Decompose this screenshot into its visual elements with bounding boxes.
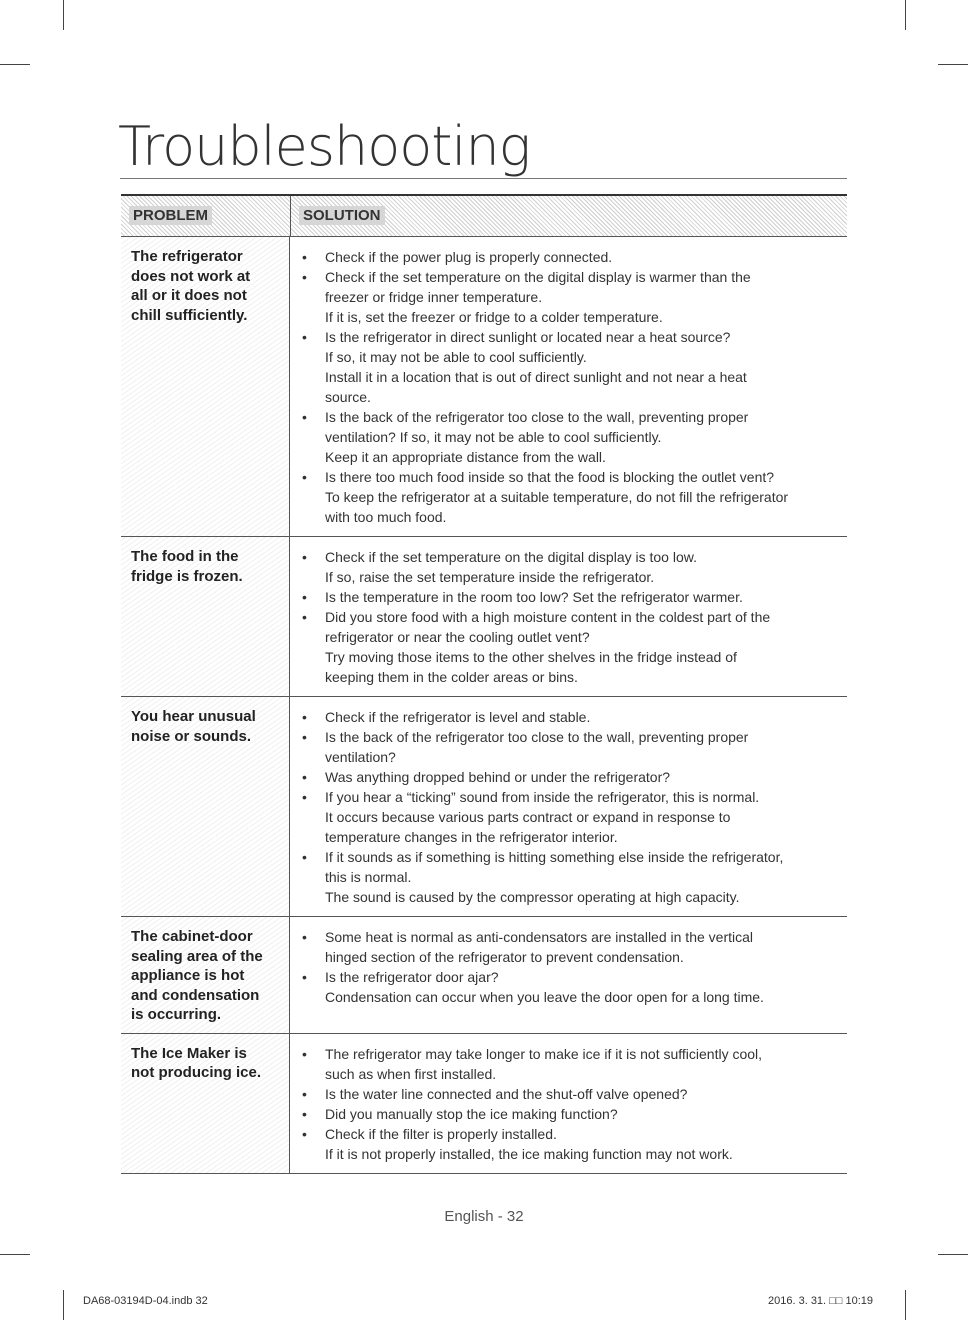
solution-line: ventilation? If so, it may not be able to cool sufficiently. bbox=[325, 429, 662, 445]
solution-line: Did you store food with a high moisture content in the coldest part of the bbox=[325, 609, 771, 625]
solution-line: If it sounds as if something is hitting something else inside the refrigerator, bbox=[325, 849, 784, 865]
solution-line: The sound is caused by the compressor operating at high capacity. bbox=[325, 889, 740, 905]
problem-cell bbox=[121, 537, 290, 696]
solution-lines bbox=[325, 407, 839, 467]
bullet-marker: • bbox=[302, 269, 307, 285]
solution-line: Is the refrigerator in direct sunlight or located near a heat source? bbox=[325, 329, 731, 345]
solution-line: Check if the set temperature on the digital display is too low. bbox=[325, 549, 697, 565]
solution-item bbox=[302, 547, 839, 587]
crop-mark bbox=[0, 64, 30, 65]
bullet-marker: • bbox=[302, 469, 307, 485]
problem-cell bbox=[121, 1034, 290, 1173]
solution-item bbox=[302, 767, 839, 787]
file-name: DA68-03194D-04.indb 32 bbox=[83, 1295, 208, 1307]
solution-line: temperature changes in the refrigerator interior. bbox=[325, 829, 618, 845]
solution-item bbox=[302, 1044, 839, 1084]
bullet-marker: • bbox=[302, 549, 307, 565]
solution-lines bbox=[325, 1084, 839, 1104]
solution-line: Check if the power plug is properly connected. bbox=[325, 249, 613, 265]
table-header bbox=[121, 194, 847, 236]
table-row bbox=[121, 536, 847, 696]
crop-mark bbox=[938, 1254, 968, 1255]
solution-line: Check if the filter is properly installed. bbox=[325, 1125, 557, 1142]
solution-line: with too much food. bbox=[325, 509, 447, 525]
solution-item bbox=[302, 1124, 839, 1164]
solution-item bbox=[302, 707, 839, 727]
table-body bbox=[121, 236, 847, 1174]
solution-lines bbox=[325, 467, 839, 527]
solution-lines bbox=[325, 847, 839, 907]
crop-mark bbox=[905, 0, 906, 30]
solution-item bbox=[302, 467, 839, 527]
solution-line: Is there too much food inside so that the food is blocking the outlet vent? bbox=[325, 469, 775, 485]
table-row bbox=[121, 696, 847, 916]
solution-line: this is normal. bbox=[325, 869, 412, 885]
bullet-marker: • bbox=[302, 729, 307, 745]
solution-cell bbox=[290, 537, 847, 696]
solution-lines bbox=[325, 607, 839, 687]
problem-text: The food in the fridge is frozen. bbox=[131, 548, 243, 585]
page-number: English - 32 bbox=[444, 1208, 524, 1225]
solution-line: Was anything dropped behind or under the refrigerator? bbox=[325, 769, 671, 785]
solution-line: Is the temperature in the room too low? Set the refrigerator warmer. bbox=[325, 589, 743, 605]
solution-line: Some heat is normal as anti-condensators are installed in the vertical bbox=[325, 929, 753, 945]
solution-line: It occurs because various parts contract or expand in response to bbox=[325, 809, 731, 825]
solution-line: Condensation can occur when you leave the door open for a long time. bbox=[325, 989, 764, 1005]
solution-cell bbox=[290, 917, 847, 1033]
solution-line: Keep it an appropriate distance from the wall. bbox=[325, 449, 606, 465]
solution-item bbox=[302, 607, 839, 687]
solution-line: keeping them in the colder areas or bins. bbox=[325, 669, 578, 685]
solution-line: Is the refrigerator door ajar? bbox=[325, 969, 499, 985]
solution-item bbox=[302, 967, 839, 1007]
solution-line: ventilation? bbox=[325, 749, 396, 765]
table-row bbox=[121, 916, 847, 1033]
solution-lines bbox=[325, 707, 839, 727]
crop-mark bbox=[905, 1290, 906, 1320]
solution-lines bbox=[325, 727, 839, 767]
bullet-marker: • bbox=[302, 329, 307, 345]
solution-line: Install it in a location that is out of direct sunlight and not near a heat bbox=[325, 369, 747, 385]
solution-line: Check if the refrigerator is level and stable. bbox=[325, 709, 591, 725]
solution-item bbox=[302, 267, 839, 327]
solution-lines bbox=[325, 1124, 839, 1164]
problem-cell bbox=[121, 237, 290, 536]
solution-item bbox=[302, 727, 839, 767]
problem-cell bbox=[121, 697, 290, 916]
crop-mark bbox=[63, 1290, 64, 1320]
solution-line: Did you manually stop the ice making function? bbox=[325, 1105, 618, 1122]
problem-text: The refrigerator does not work at all or it does not chill sufficiently. bbox=[131, 248, 251, 324]
solution-cell bbox=[290, 237, 847, 536]
solution-line: If it is not properly installed, the ice making function may not work. bbox=[325, 1145, 733, 1162]
solution-item bbox=[302, 847, 839, 907]
solution-item bbox=[302, 407, 839, 467]
problem-text: You hear unusual noise or sounds. bbox=[131, 708, 256, 745]
solution-item bbox=[302, 587, 839, 607]
solution-line: Is the back of the refrigerator too close to the wall, preventing proper bbox=[325, 409, 749, 425]
bullet-marker: • bbox=[302, 709, 307, 725]
solution-line: The refrigerator may take longer to make ice if it is not sufficiently cool, bbox=[325, 1045, 763, 1062]
solution-lines bbox=[325, 787, 839, 847]
solution-line: To keep the refrigerator at a suitable temperature, do not fill the refrigerator bbox=[325, 489, 789, 505]
troubleshooting-table bbox=[121, 194, 847, 1174]
solution-line: Try moving those items to the other shelves in the fridge instead of bbox=[325, 649, 737, 665]
bullet-marker: • bbox=[302, 969, 307, 985]
solution-line: Is the back of the refrigerator too close to the wall, preventing proper bbox=[325, 729, 749, 745]
solution-lines bbox=[325, 327, 839, 407]
solution-line: Is the water line connected and the shut-off valve opened? bbox=[325, 1085, 688, 1102]
header-divider bbox=[290, 196, 291, 236]
solution-item bbox=[302, 247, 839, 267]
solution-line: Check if the set temperature on the digital display is warmer than the bbox=[325, 269, 751, 285]
solution-lines bbox=[325, 547, 839, 587]
table-row bbox=[121, 1033, 847, 1174]
bullet-marker: • bbox=[302, 589, 307, 605]
solution-lines bbox=[325, 1104, 839, 1124]
problem-text: The Ice Maker is not producing ice. bbox=[131, 1044, 261, 1081]
solution-line: refrigerator or near the cooling outlet vent? bbox=[325, 629, 590, 645]
bullet-marker: • bbox=[302, 1085, 307, 1102]
bullet-marker: • bbox=[302, 249, 307, 265]
bullet-marker: • bbox=[302, 609, 307, 625]
header-solution: SOLUTION bbox=[299, 206, 385, 225]
solution-lines bbox=[325, 587, 839, 607]
solution-line: If so, it may not be able to cool sufficiently. bbox=[325, 349, 587, 365]
solution-item bbox=[302, 927, 839, 967]
solution-line: source. bbox=[325, 389, 371, 405]
crop-mark bbox=[0, 1254, 30, 1255]
bullet-marker: • bbox=[302, 409, 307, 425]
solution-lines bbox=[325, 767, 839, 787]
solution-lines bbox=[325, 267, 839, 327]
bullet-marker: • bbox=[302, 1125, 307, 1142]
solution-line: such as when first installed. bbox=[325, 1065, 497, 1082]
page-title: Troubleshooting bbox=[118, 115, 531, 178]
bullet-marker: • bbox=[302, 789, 307, 805]
solution-cell bbox=[290, 697, 847, 916]
solution-line: If so, raise the set temperature inside the refrigerator. bbox=[325, 569, 655, 585]
solution-line: hinged section of the refrigerator to prevent condensation. bbox=[325, 949, 684, 965]
solution-lines bbox=[325, 967, 839, 1007]
title-rule bbox=[120, 178, 847, 179]
solution-line: If it is, set the freezer or fridge to a colder temperature. bbox=[325, 309, 663, 325]
bullet-marker: • bbox=[302, 1105, 307, 1122]
solution-line: freezer or fridge inner temperature. bbox=[325, 289, 543, 305]
print-stamp: 2016. 3. 31. □□ 10:19 bbox=[768, 1295, 874, 1307]
problem-cell bbox=[121, 917, 290, 1033]
bullet-marker: • bbox=[302, 1045, 307, 1062]
solution-item bbox=[302, 1084, 839, 1104]
solution-item bbox=[302, 1104, 839, 1124]
solution-item bbox=[302, 787, 839, 847]
bullet-marker: • bbox=[302, 769, 307, 785]
solution-item bbox=[302, 327, 839, 407]
crop-mark bbox=[63, 0, 64, 30]
solution-lines bbox=[325, 1044, 839, 1084]
header-problem: PROBLEM bbox=[129, 206, 212, 225]
table-row bbox=[121, 236, 847, 536]
bullet-marker: • bbox=[302, 849, 307, 865]
crop-mark bbox=[938, 64, 968, 65]
problem-text: The cabinet-door sealing area of the appliance is hot and condensation is occurring. bbox=[131, 928, 263, 1023]
solution-line: If you hear a “ticking” sound from inside the refrigerator, this is normal. bbox=[325, 789, 760, 805]
solution-lines bbox=[325, 927, 839, 967]
bullet-marker: • bbox=[302, 929, 307, 945]
solution-cell bbox=[290, 1034, 847, 1173]
solution-lines bbox=[325, 247, 839, 267]
